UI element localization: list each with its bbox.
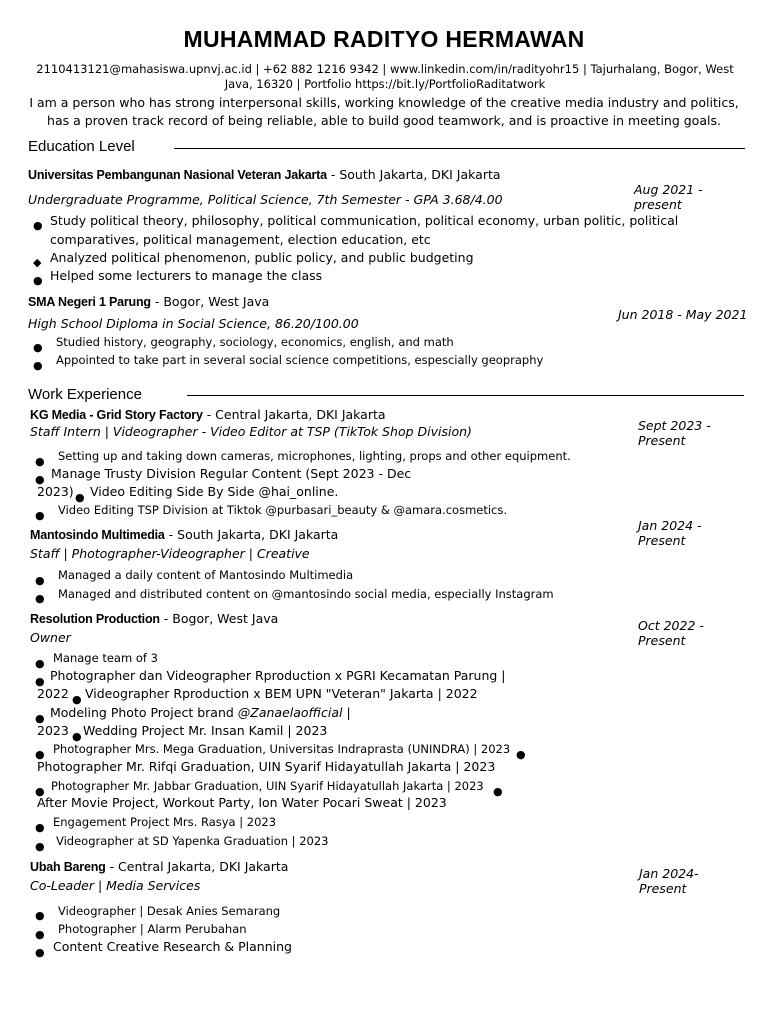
upn-title xyxy=(28,167,501,182)
resolution-bullet: Engagement Project Mrs. Rasya | 2023 xyxy=(53,815,277,829)
resume-name: MUHAMMAD RADITYO HERMAWAN xyxy=(183,26,585,52)
bullet-icon: ● xyxy=(35,785,45,798)
resolution-bullet-cont: 2023 xyxy=(37,723,69,738)
resolution-role: Owner xyxy=(30,630,71,645)
mantosindo-name: Mantosindo Multimedia xyxy=(30,528,165,542)
bullet-icon: ● xyxy=(35,928,45,941)
ubah-bullet: Content Creative Research & Planning xyxy=(53,939,292,954)
upn-date-line2: present xyxy=(634,197,682,212)
mantosindo-date-line1: Jan 2024 - xyxy=(638,518,702,533)
kg-bullet: Manage Trusty Division Regular Content (Sept 2023 - Dec xyxy=(51,466,412,481)
kg-bullet: Setting up and taking down cameras, microphones, lighting, props and other equipment. xyxy=(58,449,571,463)
kg-role: Staff Intern | Videographer - Video Editor at TSP (TikTok Shop Division) xyxy=(30,424,472,439)
bullet-icon: ● xyxy=(35,473,45,486)
resolution-bullet: Wedding Project Mr. Insan Kamil | 2023 xyxy=(83,723,328,738)
mantosindo-date xyxy=(638,518,702,548)
bullet-icon: ● xyxy=(33,274,43,287)
zanaela-handle: @Zanaelaofficial xyxy=(237,705,343,720)
bullet-icon: ● xyxy=(35,712,45,725)
kg-date-line2: Present xyxy=(638,433,686,448)
ubah-date-line2: Present xyxy=(639,881,687,896)
bullet-icon: ● xyxy=(35,455,45,468)
modeling-project-text: Modeling Photo Project brand xyxy=(50,705,234,720)
sma-title xyxy=(28,294,269,309)
upn-bullet: Analyzed political phenomenon, public policy, and public budgeting xyxy=(50,250,474,265)
mantosindo-role: Staff | Photographer-Videographer | Creative xyxy=(30,546,310,561)
ubah-name: Ubah Bareng xyxy=(30,860,106,874)
upn-bullet: Helped some lecturers to manage the class xyxy=(50,268,323,283)
upn-bullet-cont: comparatives, political management, election education, etc xyxy=(50,232,431,247)
resolution-bullet: Videographer Rproduction x BEM UPN "Veteran" Jakarta | 2022 xyxy=(85,686,478,701)
sma-bullet: Studied history, geography, sociology, economics, english, and math xyxy=(56,335,454,349)
bullet-icon: ● xyxy=(493,785,503,798)
resolution-bullet xyxy=(50,704,351,722)
sma-bullet: Appointed to take part in several social science competitions, espescially geopraphy xyxy=(56,353,544,367)
upn-degree: Undergraduate Programme, Political Science, 7th Semester - GPA 3.68/4.00 xyxy=(28,192,503,207)
upn-location: - South Jakarta, DKI Jakarta xyxy=(326,167,501,182)
ubah-bullet: Photographer | Alarm Perubahan xyxy=(58,922,247,936)
bullet-icon: ● xyxy=(33,341,43,354)
ubah-bullet: Videographer | Desak Anies Semarang xyxy=(58,904,281,918)
bullet-icon: ● xyxy=(35,946,45,959)
resolution-bullet: Manage team of 3 xyxy=(53,651,158,665)
kg-bullet: Video Editing TSP Division at Tiktok @purbasari_beauty & @amara.cosmetics. xyxy=(58,503,508,517)
resolution-bullet: Photographer Mrs. Mega Graduation, Universitas Indraprasta (UNINDRA) | 2023 xyxy=(53,742,511,756)
resolution-bullet: Photographer Mr. Rifqi Graduation, UIN Syarif Hidayatullah Jakarta | 2023 xyxy=(37,759,496,774)
sma-date: Jun 2018 - May 2021 xyxy=(618,307,748,322)
ubah-date xyxy=(639,866,699,896)
resolution-bullet: After Movie Project, Workout Party, Ion Water Pocari Sweat | 2023 xyxy=(37,795,447,810)
upn-name: Universitas Pembangunan Nasional Veteran Jakarta xyxy=(28,168,327,182)
mantosindo-bullet: Managed a daily content of Mantosindo Multimedia xyxy=(58,568,354,582)
bullet-icon: ● xyxy=(75,491,85,504)
separator: | xyxy=(346,705,351,720)
upn-bullet: Study political theory, philosophy, political communication, political economy, urban politic, political xyxy=(50,213,679,228)
kg-date-line1: Sept 2023 - xyxy=(638,418,711,433)
bullet-icon: ● xyxy=(35,821,45,834)
resolution-bullet: Photographer dan Videographer Rproduction x PGRI Kecamatan Parung | xyxy=(50,668,506,683)
resolution-bullet-cont: 2022 xyxy=(37,686,69,701)
ubah-role: Co-Leader | Media Services xyxy=(30,878,201,893)
resolution-location: - Bogor, West Java xyxy=(159,611,279,626)
bullet-icon: ● xyxy=(35,592,45,605)
upn-date-line1: Aug 2021 - xyxy=(634,182,703,197)
summary: I am a person who has strong interpersonal skills, working knowledge of the creative media industry and politics, has a proven track record of being reliable, able to build good teamwork, and is proactive in meeting goals. xyxy=(29,95,739,128)
upn-date xyxy=(634,182,703,212)
ubah-date-line1: Jan 2024- xyxy=(639,866,699,881)
bullet-icon: ● xyxy=(35,748,45,761)
work-divider xyxy=(187,395,744,396)
resolution-name: Resolution Production xyxy=(30,612,160,626)
bullet-icon: ● xyxy=(33,219,43,232)
bullet-icon: ● xyxy=(33,359,43,372)
contact-info: 2110413121@mahasiswa.upnvj.ac.id | +62 882 1216 9342 | www.linkedin.com/in/radityohr15 | Tajurhalang, Bogor, West Java, 16320 | Portfolio https://bit.ly/PortfolioRaditatwork xyxy=(36,62,734,91)
mantosindo-date-line2: Present xyxy=(638,533,686,548)
resolution-title xyxy=(30,611,278,626)
kg-name: KG Media - Grid Story Factory xyxy=(30,408,203,422)
bullet-icon: ● xyxy=(35,509,45,522)
resolution-bullet: Videographer at SD Yapenka Graduation | 2023 xyxy=(56,834,329,848)
education-heading: Education Level xyxy=(28,138,135,155)
work-heading: Work Experience xyxy=(28,386,142,403)
bullet-icon: ◆ xyxy=(33,256,42,269)
resolution-date xyxy=(638,618,704,648)
ubah-location: - Central Jakarta, DKI Jakarta xyxy=(105,859,289,874)
bullet-icon: ● xyxy=(516,748,526,761)
bullet-icon: ● xyxy=(35,574,45,587)
education-divider xyxy=(174,148,745,149)
kg-bullet: Video Editing Side By Side @hai_online. xyxy=(90,484,339,499)
bullet-icon: ● xyxy=(35,909,45,922)
resolution-date-line1: Oct 2022 - xyxy=(638,618,704,633)
mantosindo-title xyxy=(30,527,338,542)
sma-location: - Bogor, West Java xyxy=(150,294,270,309)
bullet-icon: ● xyxy=(72,730,82,743)
mantosindo-bullet: Managed and distributed content on @mantosindo social media, especially Instagram xyxy=(58,587,554,601)
bullet-icon: ● xyxy=(72,693,82,706)
resolution-bullet: Photographer Mr. Jabbar Graduation, UIN Syarif Hidayatullah Jakarta | 2023 xyxy=(51,779,484,793)
bullet-icon: ● xyxy=(35,840,45,853)
kg-bullet-cont: 2023) xyxy=(37,484,74,499)
kg-title xyxy=(30,407,386,422)
ubah-title xyxy=(30,859,288,874)
sma-name: SMA Negeri 1 Parung xyxy=(28,295,151,309)
resolution-date-line2: Present xyxy=(638,633,686,648)
kg-location: - Central Jakarta, DKI Jakarta xyxy=(202,407,386,422)
kg-date xyxy=(638,418,711,448)
bullet-icon: ● xyxy=(35,675,45,688)
mantosindo-location: - South Jakarta, DKI Jakarta xyxy=(164,527,339,542)
sma-degree: High School Diploma in Social Science, 86.20/100.00 xyxy=(28,316,359,331)
bullet-icon: ● xyxy=(35,657,45,670)
